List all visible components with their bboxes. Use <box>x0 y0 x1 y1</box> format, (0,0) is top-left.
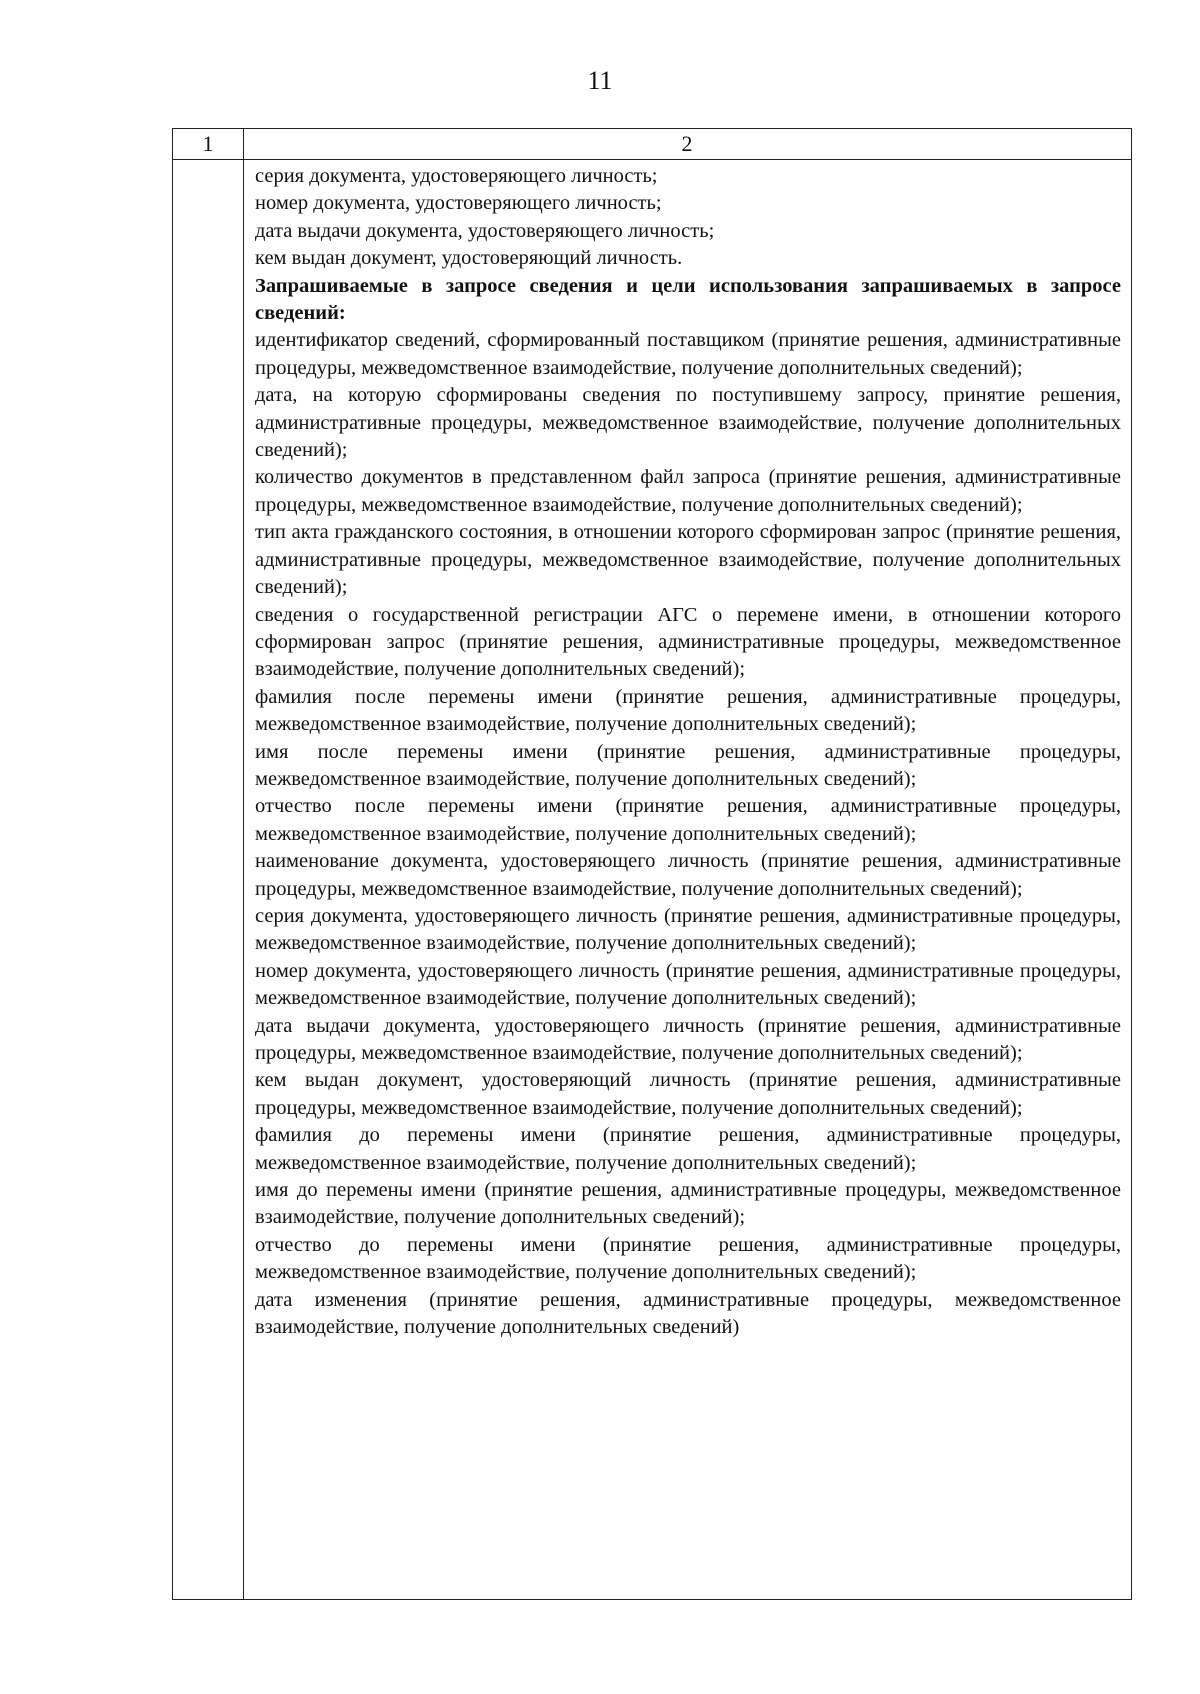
list-item: идентификатор сведений, сформированный поставщиком (принятие решения, административные процедуры, межведомственное взаимодействие, получение дополнительных сведений); <box>255 329 1121 379</box>
list-item: сведения о государственной регистрации АГС о перемене имени, в отношении которого сформирован запрос (принятие решения, административные процедуры, межведомственное взаимодействие, получение дополнительных сведений); <box>255 603 1121 681</box>
list-item: дата выдачи документа, удостоверяющего личность (принятие решения, административные процедуры, межведомственное взаимодействие, получение дополнительных сведений); <box>255 1014 1121 1064</box>
table-header-row <box>173 129 1131 160</box>
list-item: фамилия после перемены имени (принятие решения, административные процедуры, межведомственное взаимодействие, получение дополнительных сведений); <box>255 685 1121 736</box>
list-item: наименование документа, удостоверяющего личность (принятие решения, административные процедуры, межведомственное взаимодействие, получение дополнительных сведений); <box>255 850 1121 900</box>
list-item: имя после перемены имени (принятие решения, административные процедуры, межведомственное взаимодействие, получение дополнительных сведений); <box>255 740 1121 790</box>
list-item: номер документа, удостоверяющего личность (принятие решения, административные процедуры, межведомственное взаимодействие, получение дополнительных сведений); <box>255 959 1121 1010</box>
list-item: кем выдан документ, удостоверяющий личность (принятие решения, административные процедуры, межведомственное взаимодействие, получение дополнительных сведений); <box>255 1069 1121 1119</box>
list-item: серия документа, удостоверяющего личность; <box>255 165 658 187</box>
header-cell-col1: 1 <box>202 131 214 156</box>
table-cell-content <box>255 163 1121 1341</box>
section-heading: Запрашиваемые в запросе сведения и цели использования запрашиваемых в запросе сведений: <box>255 274 1121 325</box>
column-divider <box>243 129 244 1599</box>
page-number: 11 <box>587 66 613 95</box>
list-item: дата выдачи документа, удостоверяющего личность; <box>255 219 715 242</box>
list-item: фамилия до перемены имени (принятие решения, административные процедуры, межведомственное взаимодействие, получение дополнительных сведений); <box>255 1124 1121 1174</box>
list-item: отчество после перемены имени (принятие решения, административные процедуры, межведомственное взаимодействие, получение дополнительных сведений); <box>255 795 1121 845</box>
header-cell-col2: 2 <box>681 131 693 156</box>
list-item: имя до перемены имени (принятие решения, административные процедуры, межведомственное взаимодействие, получение дополнительных сведений); <box>255 1179 1121 1229</box>
list-item: кем выдан документ, удостоверяющий личность. <box>255 247 683 270</box>
list-item: количество документов в представленном файл запроса (принятие решения, административные процедуры, межведомственное взаимодействие, получение дополнительных сведений); <box>255 466 1121 516</box>
list-item: серия документа, удостоверяющего личность (принятие решения, административные процедуры, межведомственное взаимодействие, получение дополнительных сведений); <box>255 904 1121 955</box>
list-item: отчество до перемены имени (принятие решения, административные процедуры, межведомственное взаимодействие, получение дополнительных сведений); <box>255 1233 1121 1284</box>
list-item: дата, на которую сформированы сведения по поступившему запросу, принятие решения, административные процедуры, межведомственное взаимодействие, получение дополнительных сведений); <box>255 384 1121 462</box>
document-table <box>172 128 1132 1600</box>
list-item: дата изменения (принятие решения, административные процедуры, межведомственное взаимодействие, получение дополнительных сведений) <box>255 1288 1121 1339</box>
list-item: тип акта гражданского состояния, в отношении которого сформирован запрос (принятие решения, административные процедуры, межведомственное взаимодействие, получение дополнительных сведений); <box>255 521 1121 599</box>
list-item: номер документа, удостоверяющего личность; <box>255 192 662 215</box>
